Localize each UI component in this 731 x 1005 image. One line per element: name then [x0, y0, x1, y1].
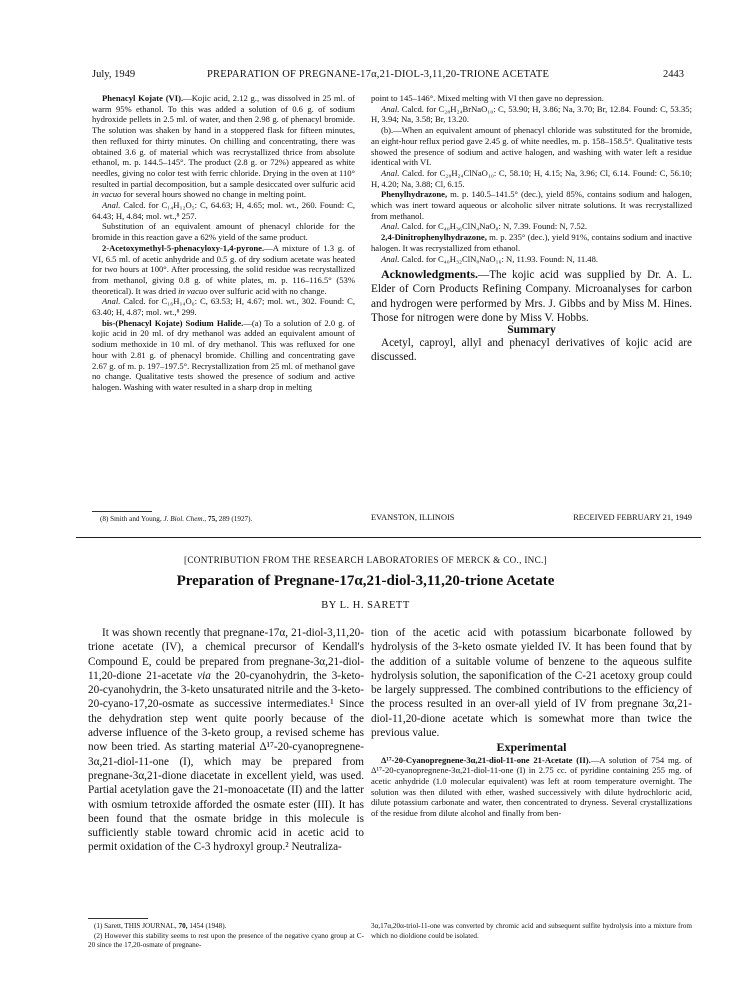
paragraph [371, 189, 692, 221]
text: It was shown recently that pregnane-17α, 21-diol-3,11,20-trione acetate (IV), a chemical precursor of Kendall's Compound E, could be prepared from pregnane-3α,21-diol-11,20-dione 21-acetate [88, 627, 364, 682]
byline: BY L. H. SARETT [321, 600, 410, 611]
anal-label: Anal. [381, 253, 400, 264]
text: —A solution of 754 mg. of Δ¹⁷-20-cyanopregnene-3α,21-diol-11-one (I) in 2.75 cc. of pyridine containing 255 mg. of acetic anhydride (1.0 molecular equivalent) was left at room temperature overnight. The solution was then diluted with ether, washed successively with dilute hydrochloric acid, dilute potassium carbonate and water, then concentrated to dryness. Several crystallizations of the residue from dilute alcohol and finally from ben- [371, 754, 692, 819]
header-date: July, 1949 [92, 69, 136, 80]
text: 289 (1927). [217, 515, 253, 523]
italic-text: in vacuo [178, 285, 208, 296]
footnote-rule [92, 511, 152, 512]
analysis [371, 104, 692, 125]
volume: 75, [206, 515, 217, 523]
article-right-column [371, 626, 692, 819]
compound-heading: 2,4-Dinitrophenylhydrazone, [381, 232, 487, 243]
section-divider [76, 537, 701, 538]
text: Calcd. for C₁₄H₁₂O₅: C, 64.63; H, 4.65; mol. wt., 260. Found: C, 64.43; H, 4.84; mol. wt.,⁸ 257. [92, 200, 355, 221]
article-left-column [88, 626, 364, 855]
compound-heading: bis-(Phenacyl Kojate) Sodium Halide. [102, 317, 244, 328]
journal-name: J. Biol. Chem., [163, 515, 207, 523]
anal-label: Anal. [381, 103, 400, 114]
text: —(a) To a solution of 2.0 g. of kojic acid in 20 ml. of dry methanol was added an equivalent amount of sodium methoxide in 10 ml. of dry methanol. This was refluxed for one hour with 2.81 g. of phenacyl bromide. Chilling and concentrating gave 2.67 g. of m. p. 197–197.5°. Recrystallization from 25 ml. of methanol gave no change. Qualitative tests showed the presence of sodium and active halogen. Washing with water resulted in a sharp drop in melting [92, 317, 355, 392]
compound-heading: 2-Acetoxymethyl-5-phenacyloxy-1,4-pyrone. [102, 242, 265, 253]
anal-label: Anal. [102, 296, 121, 307]
header-page-number: 2443 [663, 69, 684, 80]
received-date: RECEIVED FEBRUARY 21, 1949 [573, 513, 692, 522]
article-footnotes-left [88, 922, 364, 951]
article-footnotes-right: 3α,17α,20α-triol-11-one was converted by chromic acid and subsequent sulfite hydrolysis into a mixture from which no dioldione could be isolated. [371, 922, 692, 940]
top-right-column [371, 93, 692, 364]
footnote-1 [88, 922, 364, 932]
text: —Kojic acid, 2.12 g., was dissolved in 25 ml. of warm 95% ethanol. To this was added a solution of 0.6 g. of sodium hydroxide pellets in 2.5 ml. of water, and then 2.98 g. of phenacyl bromide. The solution was shaken by hand in a stoppered flask for fifteen minutes, then refluxed for thirty minutes. On chilling and concentrating, there was obtained 3.6 g. of material which was recrystallized thrice from absolute ethanol, m. p. 144.5–145°. The product (2.8 g. or 72%) appeared as white needles, giving no color test with ferric chloride. Drying in the oven at 110° resulted in partial decomposition, but a sample desiccated over sulfuric acid [92, 93, 355, 189]
acknowledgments [371, 267, 692, 325]
paragraph: Substitution of an equivalent amount of phenacyl chloride for the bromide in this reaction gave a 62% yield of the same product. [92, 221, 355, 243]
anal-label: Anal. [381, 167, 400, 178]
text: —A mixture of 1.3 g. of VI, 6.5 ml. of acetic anhydride and 0.5 g. of dry sodium acetate was heated for two hours at 100°. After processing, the solid residue was recrystallized from methanol, giving 0.8 g. of white plates, m. p. 116–116.5° (53% theoretical). It was dried [92, 242, 355, 296]
text: m. p. 235° (dec.), yield 91%, contains sodium and inactive halogen. It was recrystallized from ethanol. [371, 232, 692, 253]
compound-heading: Δ¹⁷-20-Cyanopregnene-3α,21-diol-11-one 21-Acetate (II). [381, 754, 591, 765]
paragraph [371, 232, 692, 253]
experimental-heading: Experimental [496, 740, 567, 755]
volume: 70, [176, 922, 188, 930]
analysis [92, 296, 355, 317]
analysis [92, 200, 355, 221]
paragraph [88, 626, 364, 855]
anal-label: Anal. [102, 200, 121, 211]
paragraph: point to 145–146°. Mixed melting with VI then gave no depression. [371, 93, 604, 103]
text: Calcd. for C₄₀H₃₆ClN₄NaO₈: N, 7.39. Found: N, 7.52. [399, 221, 588, 232]
paragraph [371, 755, 692, 819]
text: over sulfuric acid with no change. [207, 285, 327, 296]
compound-heading: Phenylhydrazone, [381, 189, 448, 200]
anal-label: Anal. [381, 221, 400, 232]
text: Calcd. for C₂₈H₂₄ClNaO₁₀: C, 58.10; H, 4.15; Na, 3.96; Cl, 6.14. Found: C, 56.10; H, 4.20; Na, 3.88; Cl, 6.15. [371, 167, 692, 189]
contribution-line: [CONTRIBUTION FROM THE RESEARCH LABORATORIES OF MERCK & CO., INC.] [184, 555, 547, 565]
text: Calcd. for C₄₀H₃₂ClN₈NaO₁₆: N, 11.93. Found: N, 11.48. [399, 253, 599, 264]
article-title: Preparation of Pregnane-17α,21-diol-3,11,20-trione Acetate [176, 573, 555, 589]
text: (8) Smith and Young, [100, 515, 164, 523]
paragraph [92, 243, 355, 297]
summary-text: Acetyl, caproyl, allyl and phenacyl derivatives of kojic acid are discussed. [371, 336, 692, 363]
footnote-rule [88, 918, 148, 919]
text: m. p. 140.5–141.5° (dec.), yield 85%, contains sodium and halogen, which was inert toward aqueous or alcoholic silver nitrate solutions. It was recrystallized from methanol. [371, 189, 692, 221]
top-left-column [92, 93, 355, 393]
text: —The kojic acid was supplied by Dr. A. L. Elder of Corn Products Refining Company. Microanalyses for carbon and hydrogen were performed by Mrs. J. Gibbs and by Miss M. Hines. Those for nitrogen were done by Miss V. Hobbs. [371, 269, 692, 324]
paragraph [92, 93, 355, 200]
footnote-2: (2) However this stability seems to rest upon the presence of the negative cyano group at C-20 since the 17,20-osmate of pregnane- [88, 931, 364, 950]
text: the 20-cyanohydrin, the 3-keto-20-cyanohydrin, the 3-keto unsaturated nitrile and the 3-keto-20-cyano-17,20-osmate as successive intermediates.¹ Since the dehydration step went quite poorly because of the adverse influence of the 3-keto group, a revised scheme has now been tried. As starting material Δ¹⁷-20-cyanopregnene-3α,21-diol-11-one (I), which may be prepared from pregnane-3α,21-dione diacetate in excellent yield, was used. Partial acetylation gave the 21-monoacetate (II) and the latter with osmium tetroxide afforded the osmate ester (III). It has been found that the osmate bridge in this molecule is sufficiently stable toward chromic acid in acetic acid to permit oxidation of the C-3 hydroxyl group.² Neutraliza- [88, 669, 364, 854]
experimental-text [371, 755, 692, 819]
address-line [371, 513, 692, 522]
text: Calcd. for C₁₆H₁₄O₆: C, 63.53; H, 4.67; mol. wt., 302. Found: C, 63.40; H, 4.87; mol. wt.,⁸ 299. [92, 296, 355, 318]
italic-text: in vacuo [92, 189, 122, 200]
text: 1454 (1948). [187, 922, 227, 930]
italic-text: via [197, 669, 211, 682]
journal-name: THIS JOURNAL, [124, 922, 177, 930]
text: for several hours showed no change in melting point. [121, 189, 307, 200]
analysis [371, 168, 692, 189]
analysis [371, 254, 692, 265]
paragraph [92, 318, 355, 393]
paragraph: tion of the acetic acid with potassium bicarbonate followed by hydrolysis of the 3-keto osmate yielded IV. It has been found that by the addition of a suitable volume of benzene to the aqueous sulfite hydrolysis solution, the saponification of the C-21 acetoxy group could be largely suppressed. The combined contributions to the efficiency of the process resulted in an over-all yield of IV from pregnane 3α,21-diol-11,20-dione acetate which is somewhat more than twice the previous value. [371, 627, 692, 740]
compound-heading: Phenacyl Kojate (VI). [102, 93, 184, 103]
summary-heading: Summary [507, 324, 556, 337]
address-place: EVANSTON, ILLINOIS [371, 513, 455, 522]
acknowledgments-heading: Acknowledgments. [381, 267, 479, 282]
text: (1) Sarett, [94, 922, 125, 930]
paragraph: (b).—When an equivalent amount of phenacyl chloride was substituted for the bromide, an eight-hour reflux period gave 2.45 g. of white needles, m. p. 158–158.5°. Qualitative tests showed the presence of sodium and active halogen, and washing with water left a residue identical with VI. [371, 125, 692, 168]
footnote-8 [100, 515, 355, 524]
analysis [371, 221, 692, 232]
header-running-title: PREPARATION OF PREGNANE-17α,21-DIOL-3,11,20-TRIONE ACETATE [207, 69, 550, 80]
text: Calcd. for C₂₈H₂₄BrNaO₁₀: C, 53.90; H, 3.86; Na, 3.70; Br, 12.84. Found: C, 53.35; H, 3.94; Na, 3.58; Br, 13.20. [371, 103, 692, 125]
